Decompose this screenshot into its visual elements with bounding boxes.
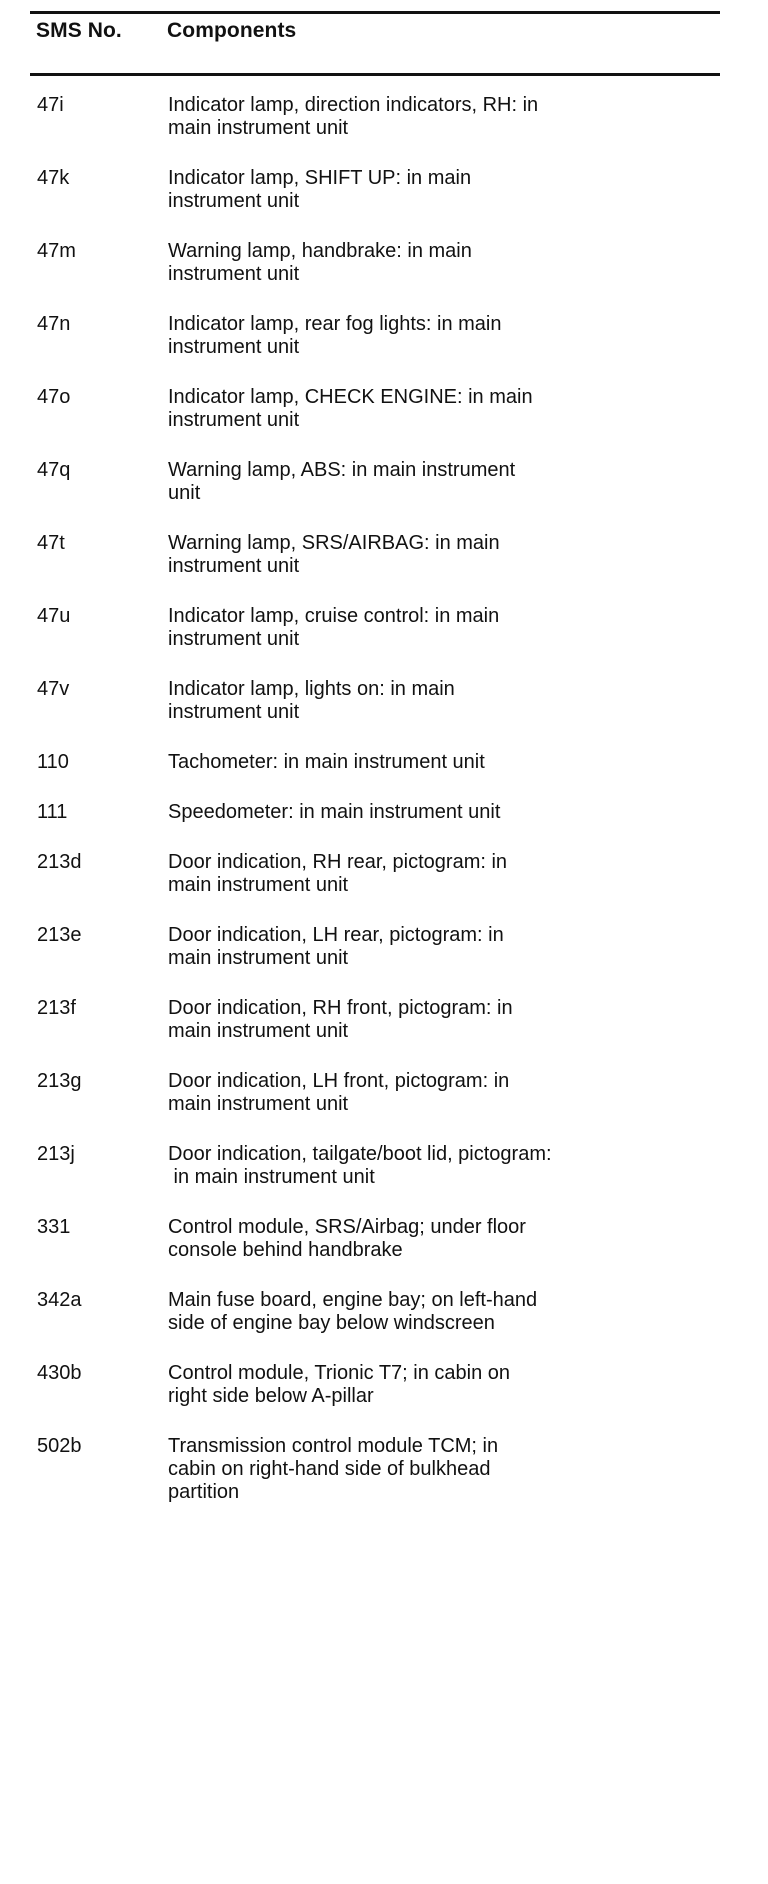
table-row bbox=[30, 1143, 720, 1189]
description-line: Warning lamp, handbrake: in main bbox=[168, 240, 472, 262]
description-line: main instrument unit bbox=[168, 947, 349, 969]
component-description bbox=[168, 1143, 668, 1189]
table-row bbox=[30, 532, 720, 578]
description-line: Indicator lamp, lights on: in main bbox=[168, 678, 455, 700]
description-line: side of engine bay below windscreen bbox=[168, 1312, 495, 1334]
sms-number: 47u bbox=[37, 605, 71, 627]
component-description bbox=[168, 94, 668, 140]
table-row bbox=[30, 605, 720, 651]
description-line: Indicator lamp, rear fog lights: in main bbox=[168, 313, 502, 335]
sms-number: 47v bbox=[37, 678, 70, 700]
sms-number: 47q bbox=[37, 459, 71, 481]
description-line: Warning lamp, SRS/AIRBAG: in main bbox=[168, 532, 500, 554]
description-line: Indicator lamp, direction indicators, RH: in bbox=[168, 94, 539, 116]
table-row bbox=[30, 1216, 720, 1262]
table-row bbox=[30, 240, 720, 286]
description-line: main instrument unit bbox=[168, 117, 349, 139]
description-line: Indicator lamp, cruise control: in main bbox=[168, 605, 500, 627]
table-row bbox=[30, 997, 720, 1043]
table-body bbox=[30, 76, 720, 1531]
component-description bbox=[168, 751, 688, 774]
description-line: instrument unit bbox=[168, 263, 300, 285]
table-row bbox=[30, 94, 720, 140]
component-description bbox=[168, 313, 668, 359]
description-line: Transmission control module TCM; in bbox=[168, 1435, 499, 1457]
description-line: instrument unit bbox=[168, 190, 300, 212]
table-row bbox=[30, 1435, 720, 1504]
description-line: Warning lamp, ABS: in main instrument bbox=[168, 459, 516, 481]
table-row bbox=[30, 924, 720, 970]
description-line: Indicator lamp, CHECK ENGINE: in main bbox=[168, 386, 533, 408]
table-top-rule bbox=[30, 11, 720, 14]
description-line: Indicator lamp, SHIFT UP: in main bbox=[168, 167, 472, 189]
description-line: main instrument unit bbox=[168, 1020, 349, 1042]
component-description bbox=[168, 1435, 688, 1504]
description-line: cabin on right-hand side of bulkhead bbox=[168, 1458, 491, 1480]
table-row bbox=[30, 313, 720, 359]
description-line: instrument unit bbox=[168, 409, 300, 431]
description-line: in main instrument unit bbox=[168, 1166, 375, 1188]
description-line: Main fuse board, engine bay; on left-hand bbox=[168, 1289, 538, 1311]
component-description bbox=[168, 1362, 668, 1408]
sms-number: 213e bbox=[37, 924, 82, 946]
component-description bbox=[168, 1070, 668, 1116]
description-line: Control module, Trionic T7; in cabin on bbox=[168, 1362, 511, 1384]
table-row bbox=[30, 459, 720, 505]
component-description bbox=[168, 1289, 668, 1335]
sms-number: 47o bbox=[37, 386, 71, 408]
sms-number: 213d bbox=[37, 851, 82, 873]
table-row bbox=[30, 167, 720, 213]
description-line: Speedometer: in main instrument unit bbox=[168, 801, 501, 823]
description-line: main instrument unit bbox=[168, 874, 349, 896]
sms-number: 430b bbox=[37, 1362, 82, 1384]
component-description bbox=[168, 386, 668, 432]
description-line: instrument unit bbox=[168, 628, 300, 650]
sms-number: 47k bbox=[37, 167, 70, 189]
component-description bbox=[168, 1216, 668, 1262]
component-description bbox=[168, 240, 668, 286]
component-description bbox=[168, 801, 688, 824]
component-description bbox=[168, 167, 668, 213]
sms-number: 342a bbox=[37, 1289, 82, 1311]
sms-number: 213f bbox=[37, 997, 76, 1019]
component-description bbox=[168, 997, 668, 1043]
description-line: right side below A-pillar bbox=[168, 1385, 374, 1407]
sms-number: 331 bbox=[37, 1216, 71, 1238]
component-description bbox=[168, 924, 668, 970]
description-line: Door indication, LH front, pictogram: in bbox=[168, 1070, 510, 1092]
sms-number: 47m bbox=[37, 240, 76, 262]
table-row bbox=[30, 1289, 720, 1335]
sms-number: 110 bbox=[37, 751, 69, 773]
component-description bbox=[168, 459, 668, 505]
sms-number: 47t bbox=[37, 532, 65, 554]
sms-number: 47i bbox=[37, 94, 64, 116]
sms-number: 47n bbox=[37, 313, 71, 335]
description-line: instrument unit bbox=[168, 336, 300, 358]
sms-number: 111 bbox=[37, 801, 68, 823]
component-description bbox=[168, 532, 668, 578]
table-row bbox=[30, 1362, 720, 1408]
table-row bbox=[30, 851, 720, 897]
description-line: Door indication, RH rear, pictogram: in bbox=[168, 851, 508, 873]
column-header-sms-no: SMS No. bbox=[36, 19, 122, 42]
sms-number: 213j bbox=[37, 1143, 75, 1165]
description-line: Door indication, RH front, pictogram: in bbox=[168, 997, 513, 1019]
table-row bbox=[30, 1070, 720, 1116]
description-line: instrument unit bbox=[168, 701, 300, 723]
description-line: Door indication, LH rear, pictogram: in bbox=[168, 924, 504, 946]
description-line: console behind handbrake bbox=[168, 1239, 403, 1261]
table-row bbox=[30, 801, 720, 824]
component-description bbox=[168, 678, 668, 724]
component-description bbox=[168, 851, 668, 897]
description-line: Control module, SRS/Airbag; under floor bbox=[168, 1216, 526, 1238]
column-header-components: Components bbox=[167, 19, 297, 42]
description-line: unit bbox=[168, 482, 201, 504]
table-row bbox=[30, 678, 720, 724]
description-line: Tachometer: in main instrument unit bbox=[168, 751, 485, 773]
description-line: Door indication, tailgate/boot lid, pictogram: bbox=[168, 1143, 552, 1165]
description-line: main instrument unit bbox=[168, 1093, 349, 1115]
table-row bbox=[30, 751, 720, 774]
description-line: partition bbox=[168, 1481, 240, 1503]
sms-number: 502b bbox=[37, 1435, 82, 1457]
description-line: instrument unit bbox=[168, 555, 300, 577]
table-row bbox=[30, 386, 720, 432]
sms-number: 213g bbox=[37, 1070, 82, 1092]
component-description bbox=[168, 605, 668, 651]
